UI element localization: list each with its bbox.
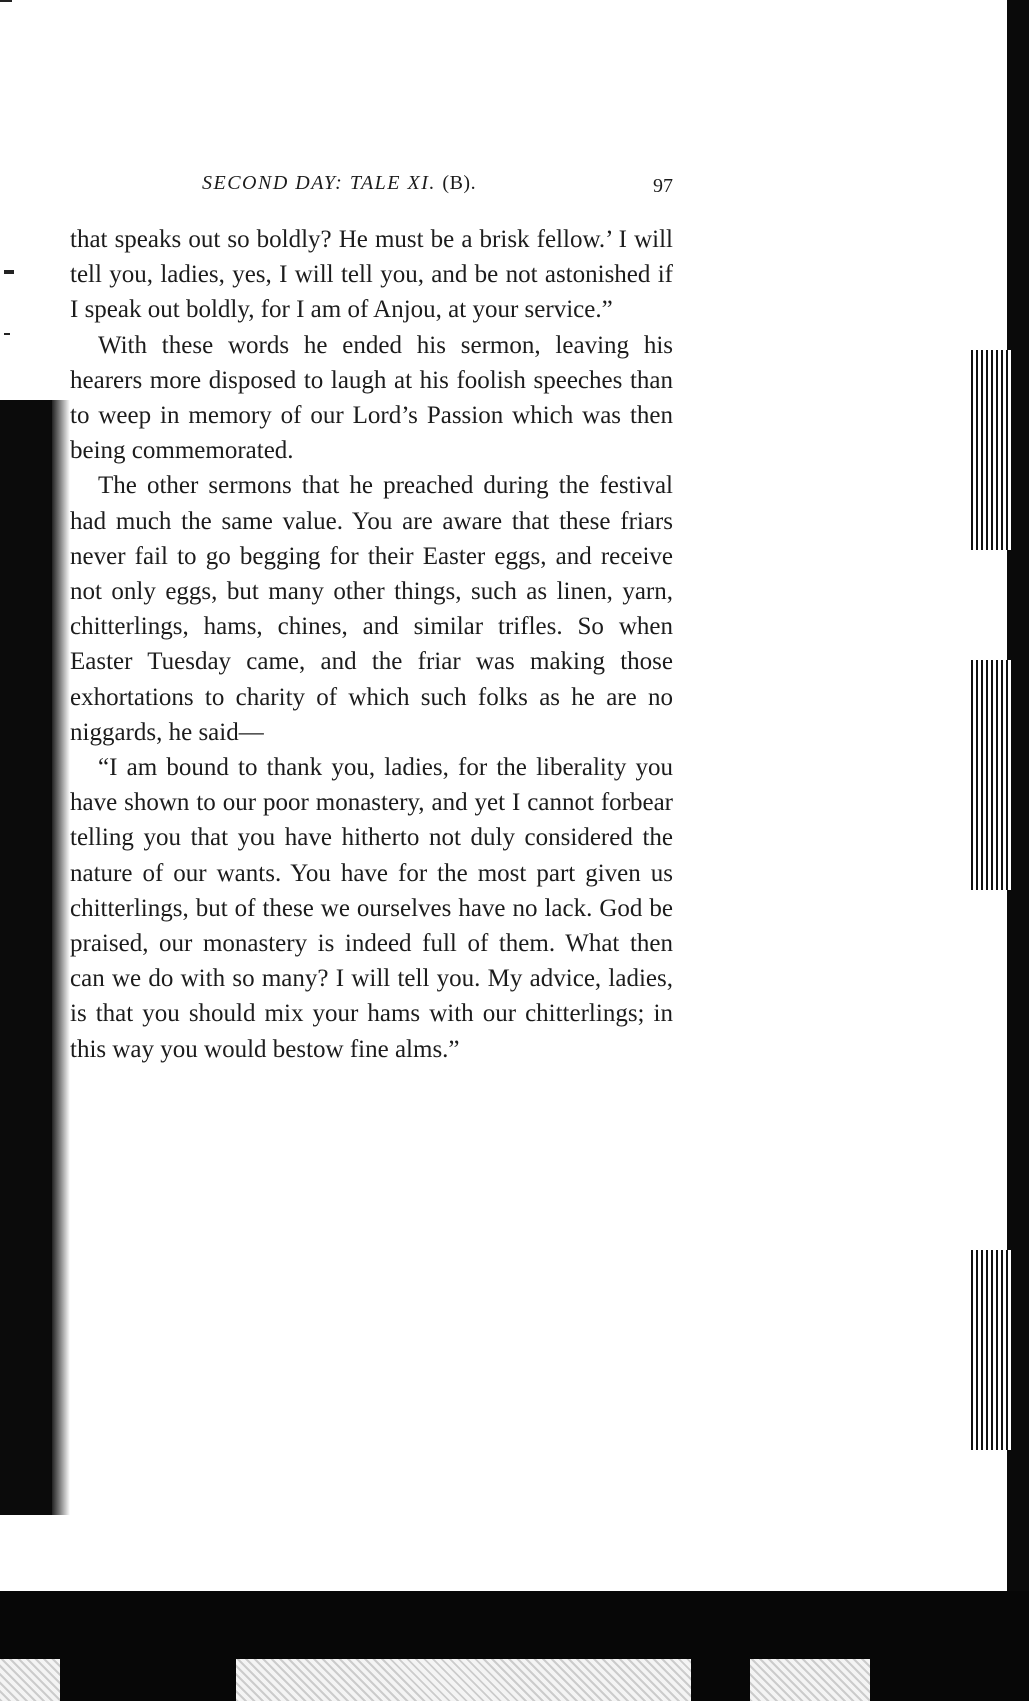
page-number: 97 — [653, 175, 673, 197]
paragraph: The other sermons that he preached during the festival had much the same value. You are aware that these friars never fail to go begging for their Easter eggs, and receive not only eggs, but many other things, such as linen, yarn, chitterlings, hams, chines, and similar trifles. So when Easter Tuesday came, and the friar was making those exhortations to charity of which such folks as he are no niggards, he said— — [70, 472, 673, 746]
scan-mark-margin — [4, 270, 14, 274]
paragraph: With these words he ended his sermon, leaving his hearers more disposed to laugh at his foolish speeches than to weep in memory of our Lord’s Passion which was then being commemorated. — [70, 331, 673, 465]
scan-speckle-bottom — [750, 1659, 870, 1701]
scan-shadow-left-fade — [52, 400, 70, 1515]
scan-speckle-right — [971, 1250, 1011, 1450]
scan-shadow-left — [0, 400, 58, 1515]
scan-mark-margin — [4, 333, 10, 335]
page-header — [70, 172, 673, 202]
scan-speckle-bottom — [236, 1659, 691, 1701]
paragraph: “I am bound to thank you, ladies, for the liberality you have shown to our poor monastery, and yet I cannot forbear telling you that you have hitherto not duly considered the nature of our wants. You have for the most part given us chitterlings, but of these we ourselves have no lack. God be praised, our monastery is indeed full of them. What then can we do with so many? I will tell you. My advice, ladies, is that you should mix your hams with our chitterlings; in this way you would bestow fine alms.” — [70, 754, 673, 1063]
running-head-ref: (B). — [442, 172, 477, 194]
scan-mark-top — [0, 0, 12, 2]
page-body — [70, 222, 673, 1067]
running-head-title: SECOND DAY: TALE XI. — [202, 172, 436, 194]
paragraph: that speaks out so boldly? He must be a brisk fellow.’ I will tell you, ladies, yes, I will tell you, and be not astonished if I speak out boldly, for I am of Anjou, at your service.” — [70, 226, 673, 324]
scan-speckle-right — [971, 350, 1011, 550]
scan-speckle-bottom — [0, 1659, 60, 1701]
scan-speckle-right — [971, 660, 1011, 890]
running-head — [202, 172, 476, 195]
